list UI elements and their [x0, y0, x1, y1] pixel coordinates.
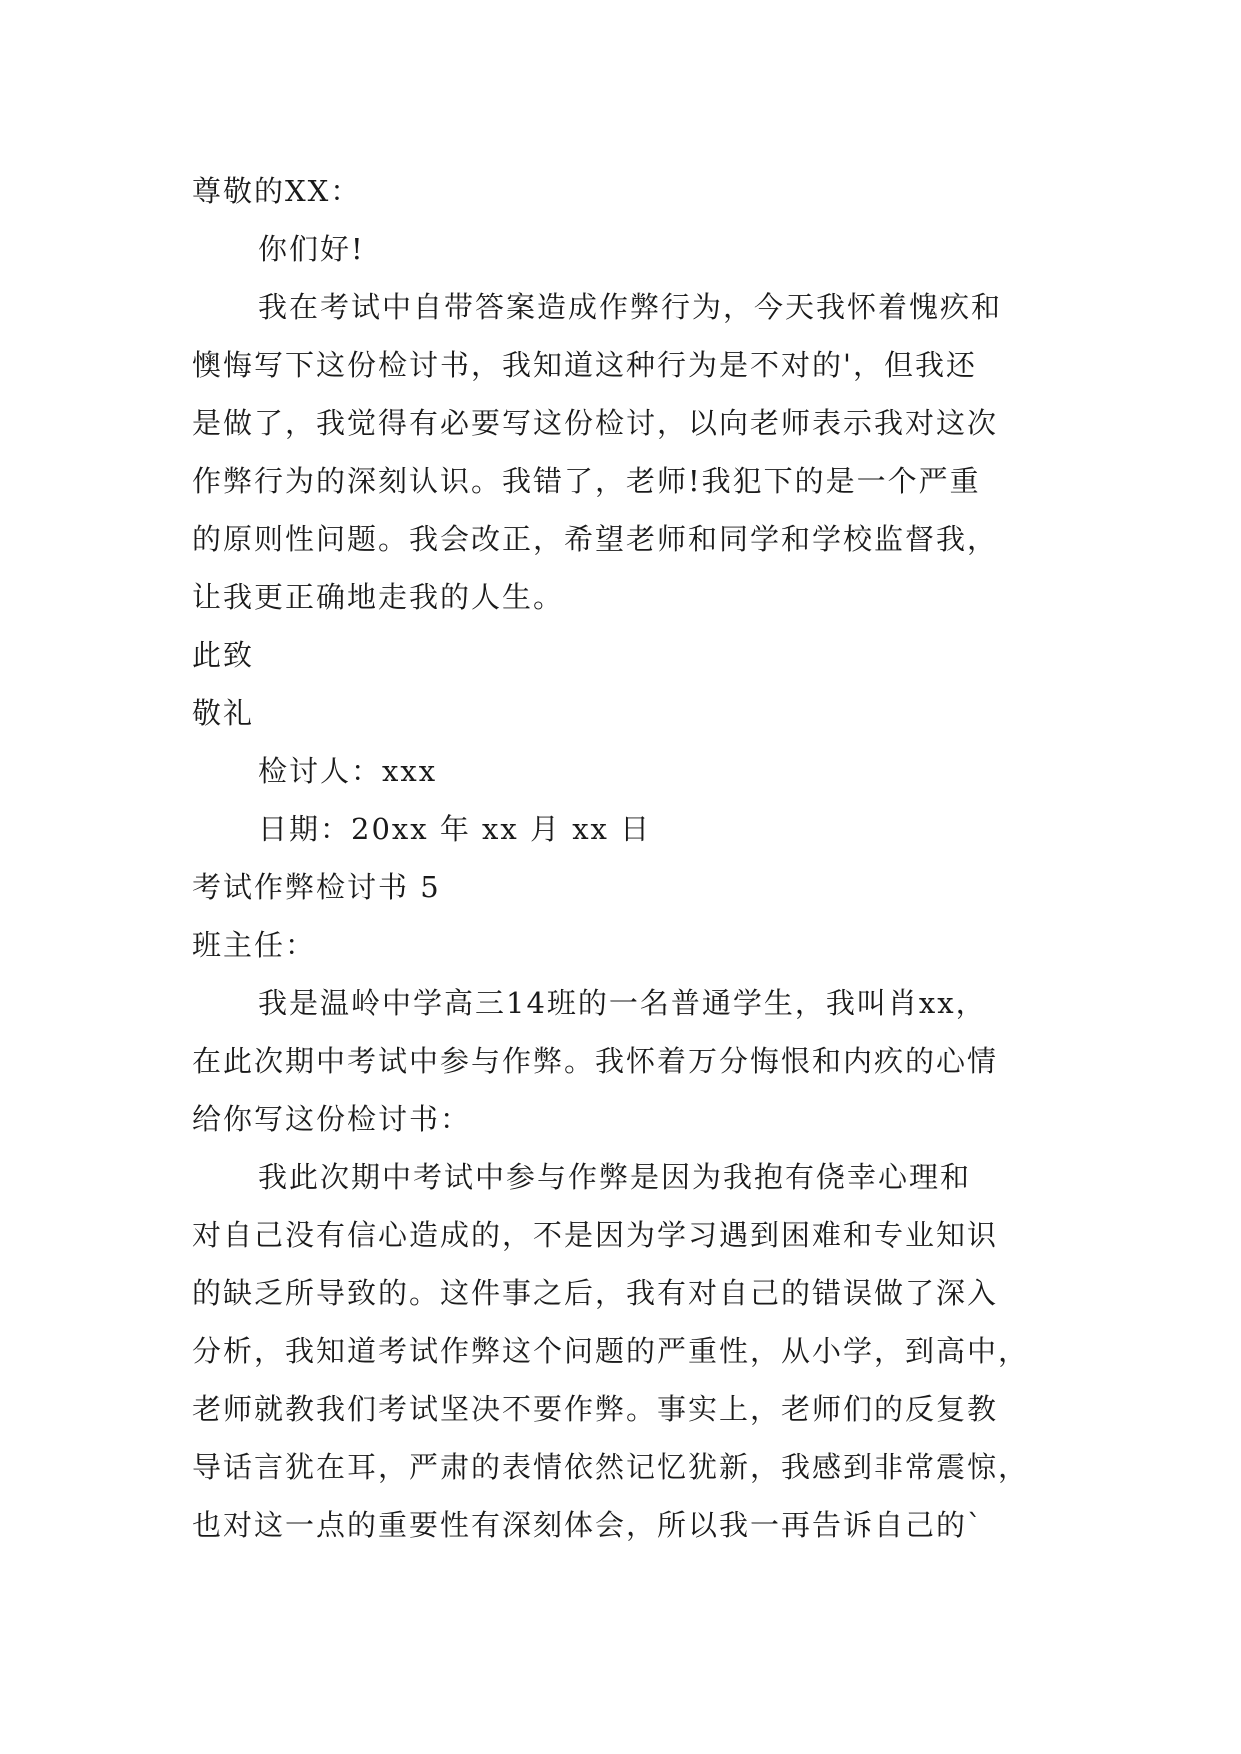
- paragraph-3-line-2: 对自己没有信心造成的，不是因为学习遇到困难和专业知识: [192, 1218, 999, 1252]
- paragraph-3-line-7: 也对这一点的重要性有深刻体会，所以我一再告诉自己的`: [192, 1508, 984, 1542]
- document-body: [192, 162, 1072, 1554]
- paragraph-1-line-4: 作弊行为的深刻认识。我错了，老师!我犯下的是一个严重: [192, 464, 981, 498]
- paragraph-3-line-3: 的缺乏所导致的。这件事之后，我有对自己的错误做了深入: [192, 1276, 999, 1310]
- paragraph-2-line-2: 在此次期中考试中参与作弊。我怀着万分悔恨和内疚的心情: [192, 1044, 999, 1078]
- date-line: 日期：20xx 年 xx 月 xx 日: [258, 812, 652, 846]
- salutation-line: 尊敬的XX：: [192, 174, 362, 208]
- paragraph-1-line-1: 我在考试中自带答案造成作弊行为，今天我怀着愧疚和: [258, 290, 1003, 324]
- greeting-line: 你们好!: [258, 232, 365, 266]
- paragraph-1-line-2: 懊悔写下这份检讨书，我知道这种行为是不对的'，但我还: [192, 348, 977, 382]
- paragraph-1-line-3: 是做了，我觉得有必要写这份检讨，以向老师表示我对这次: [192, 406, 999, 440]
- paragraph-3-line-1: 我此次期中考试中参与作弊是因为我抱有侥幸心理和: [258, 1160, 972, 1194]
- paragraph-2-line-1: 我是温岭中学高三14班的一名普通学生，我叫肖xx，: [258, 986, 987, 1020]
- closing-line-2: 敬礼: [192, 696, 255, 730]
- signer-line: 检讨人：xxx: [258, 754, 438, 788]
- paragraph-3-line-6: 导话言犹在耳，严肃的表情依然记忆犹新，我感到非常震惊，: [192, 1450, 1030, 1484]
- paragraph-2-line-3: 给你写这份检讨书：: [192, 1102, 472, 1136]
- paragraph-1-line-6: 让我更正确地走我的人生。: [192, 580, 565, 614]
- section-title: 考试作弊检讨书 5: [192, 870, 441, 904]
- salutation-line-2: 班主任：: [192, 928, 317, 962]
- paragraph-3-line-4: 分析，我知道考试作弊这个问题的严重性，从小学，到高中，: [192, 1334, 1030, 1368]
- paragraph-3-line-5: 老师就教我们考试坚决不要作弊。事实上，老师们的反复教: [192, 1392, 999, 1426]
- paragraph-1-line-5: 的原则性问题。我会改正，希望老师和同学和学校监督我，: [192, 522, 999, 556]
- closing-line-1: 此致: [192, 638, 255, 672]
